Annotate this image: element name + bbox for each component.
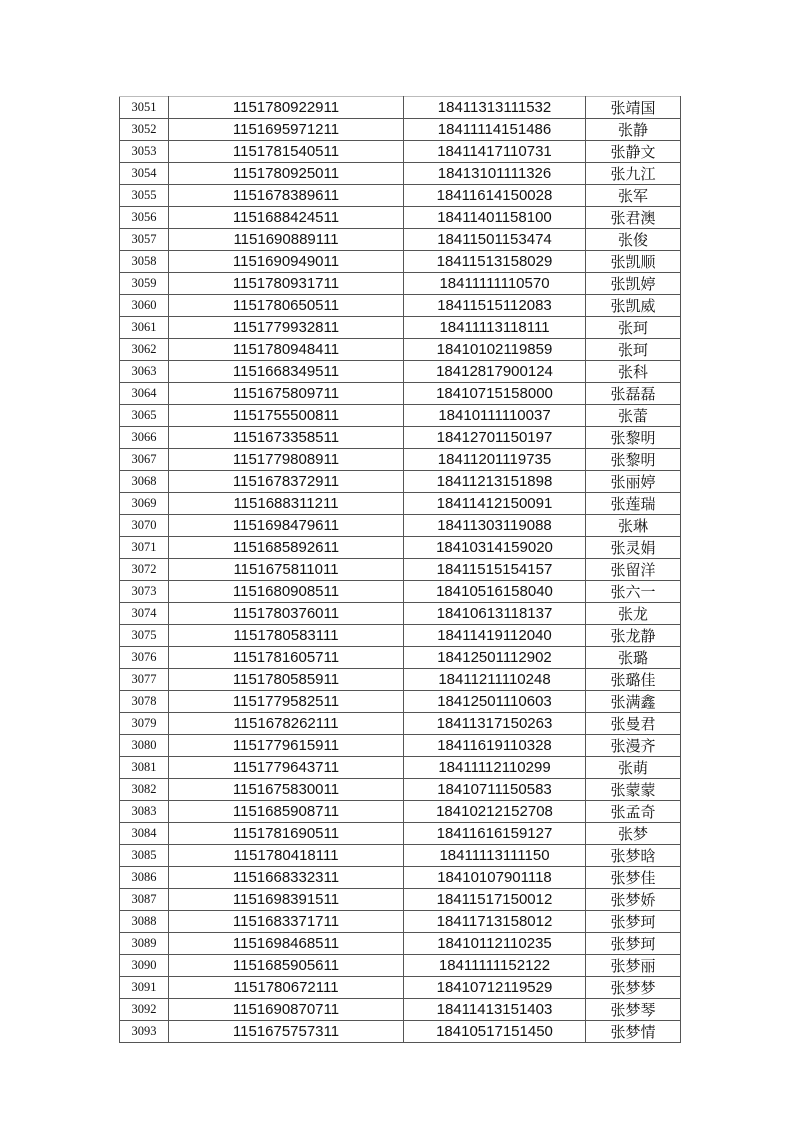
row-number-cell: 3085 xyxy=(120,845,169,867)
row-number-cell: 3061 xyxy=(120,317,169,339)
exam-number-cell: 18412501112902 xyxy=(404,647,586,669)
student-name-cell: 张黎明 xyxy=(586,427,681,449)
exam-number-cell: 18411113118111 xyxy=(404,317,586,339)
exam-number-cell: 18410613118137 xyxy=(404,603,586,625)
row-number-cell: 3053 xyxy=(120,141,169,163)
table-row xyxy=(120,933,681,955)
exam-number-cell: 18411317150263 xyxy=(404,713,586,735)
table-row xyxy=(120,229,681,251)
table-row xyxy=(120,713,681,735)
registration-id-cell: 1151685908711 xyxy=(169,801,404,823)
registration-id-cell: 1151780583111 xyxy=(169,625,404,647)
exam-number-cell: 18411417110731 xyxy=(404,141,586,163)
row-number-cell: 3078 xyxy=(120,691,169,713)
registration-id-cell: 1151781605711 xyxy=(169,647,404,669)
exam-number-cell: 18411111110570 xyxy=(404,273,586,295)
row-number-cell: 3090 xyxy=(120,955,169,977)
exam-number-cell: 18411616159127 xyxy=(404,823,586,845)
student-name-cell: 张梦 xyxy=(586,823,681,845)
row-number-cell: 3065 xyxy=(120,405,169,427)
table-row xyxy=(120,735,681,757)
exam-number-cell: 18411619110328 xyxy=(404,735,586,757)
row-number-cell: 3089 xyxy=(120,933,169,955)
table-row xyxy=(120,251,681,273)
row-number-cell: 3054 xyxy=(120,163,169,185)
row-number-cell: 3060 xyxy=(120,295,169,317)
registration-id-cell: 1151675809711 xyxy=(169,383,404,405)
row-number-cell: 3071 xyxy=(120,537,169,559)
row-number-cell: 3079 xyxy=(120,713,169,735)
table-row xyxy=(120,1021,681,1043)
student-name-cell: 张磊磊 xyxy=(586,383,681,405)
table-row xyxy=(120,823,681,845)
registration-id-cell: 1151780418111 xyxy=(169,845,404,867)
table-row xyxy=(120,845,681,867)
row-number-cell: 3091 xyxy=(120,977,169,999)
exam-number-cell: 18410711150583 xyxy=(404,779,586,801)
registration-id-cell: 1151688311211 xyxy=(169,493,404,515)
table-row xyxy=(120,97,681,119)
registration-id-cell: 1151781540511 xyxy=(169,141,404,163)
table-row xyxy=(120,867,681,889)
student-name-cell: 张萌 xyxy=(586,757,681,779)
row-number-cell: 3058 xyxy=(120,251,169,273)
table-row xyxy=(120,317,681,339)
student-name-cell: 张梦珂 xyxy=(586,933,681,955)
row-number-cell: 3070 xyxy=(120,515,169,537)
exam-number-cell: 18411501153474 xyxy=(404,229,586,251)
row-number-cell: 3067 xyxy=(120,449,169,471)
registration-id-cell: 1151678372911 xyxy=(169,471,404,493)
exam-number-cell: 18410107901118 xyxy=(404,867,586,889)
exam-number-cell: 18410517151450 xyxy=(404,1021,586,1043)
student-name-cell: 张靖国 xyxy=(586,97,681,119)
student-name-cell: 张梦晗 xyxy=(586,845,681,867)
exam-number-cell: 18411419112040 xyxy=(404,625,586,647)
student-name-cell: 张凯顺 xyxy=(586,251,681,273)
exam-number-cell: 18411112110299 xyxy=(404,757,586,779)
exam-number-cell: 18411515112083 xyxy=(404,295,586,317)
registration-id-cell: 1151780922911 xyxy=(169,97,404,119)
exam-number-cell: 18411515154157 xyxy=(404,559,586,581)
exam-number-cell: 18412701150197 xyxy=(404,427,586,449)
table-row xyxy=(120,889,681,911)
table-row xyxy=(120,427,681,449)
registration-id-cell: 1151675757311 xyxy=(169,1021,404,1043)
registration-id-cell: 1151685892611 xyxy=(169,537,404,559)
row-number-cell: 3062 xyxy=(120,339,169,361)
row-number-cell: 3076 xyxy=(120,647,169,669)
registration-id-cell: 1151780672111 xyxy=(169,977,404,999)
exam-number-cell: 18410712119529 xyxy=(404,977,586,999)
registration-id-cell: 1151780931711 xyxy=(169,273,404,295)
exam-number-cell: 18411113111150 xyxy=(404,845,586,867)
exam-number-cell: 18411114151486 xyxy=(404,119,586,141)
registration-id-cell: 1151683371711 xyxy=(169,911,404,933)
table-row xyxy=(120,537,681,559)
registration-id-cell: 1151779615911 xyxy=(169,735,404,757)
registration-id-cell: 1151668349511 xyxy=(169,361,404,383)
table-row xyxy=(120,449,681,471)
exam-number-cell: 18411211110248 xyxy=(404,669,586,691)
student-name-cell: 张孟奇 xyxy=(586,801,681,823)
registration-id-cell: 1151779808911 xyxy=(169,449,404,471)
student-name-cell: 张梦梦 xyxy=(586,977,681,999)
row-number-cell: 3056 xyxy=(120,207,169,229)
row-number-cell: 3068 xyxy=(120,471,169,493)
registration-id-cell: 1151779643711 xyxy=(169,757,404,779)
exam-number-cell: 18410102119859 xyxy=(404,339,586,361)
student-name-cell: 张曼君 xyxy=(586,713,681,735)
table-row xyxy=(120,493,681,515)
row-number-cell: 3051 xyxy=(120,97,169,119)
table-row xyxy=(120,471,681,493)
student-name-cell: 张梦佳 xyxy=(586,867,681,889)
student-name-cell: 张蕾 xyxy=(586,405,681,427)
student-name-cell: 张君澳 xyxy=(586,207,681,229)
student-name-cell: 张六一 xyxy=(586,581,681,603)
table-row xyxy=(120,515,681,537)
table-row xyxy=(120,603,681,625)
student-name-cell: 张凯威 xyxy=(586,295,681,317)
row-number-cell: 3086 xyxy=(120,867,169,889)
registration-id-cell: 1151675811011 xyxy=(169,559,404,581)
row-number-cell: 3066 xyxy=(120,427,169,449)
registration-id-cell: 1151688424511 xyxy=(169,207,404,229)
exam-number-cell: 18411713158012 xyxy=(404,911,586,933)
exam-number-cell: 18411513158029 xyxy=(404,251,586,273)
table-row xyxy=(120,273,681,295)
registration-id-cell: 1151690889111 xyxy=(169,229,404,251)
exam-number-cell: 18410715158000 xyxy=(404,383,586,405)
registration-id-cell: 1151698391511 xyxy=(169,889,404,911)
student-name-cell: 张梦琴 xyxy=(586,999,681,1021)
table-row xyxy=(120,757,681,779)
row-number-cell: 3081 xyxy=(120,757,169,779)
row-number-cell: 3075 xyxy=(120,625,169,647)
student-name-cell: 张梦娇 xyxy=(586,889,681,911)
row-number-cell: 3077 xyxy=(120,669,169,691)
student-name-cell: 张俊 xyxy=(586,229,681,251)
table-row xyxy=(120,647,681,669)
table-row xyxy=(120,141,681,163)
table-row xyxy=(120,581,681,603)
student-name-cell: 张凯婷 xyxy=(586,273,681,295)
exam-number-cell: 18411111152122 xyxy=(404,955,586,977)
registration-id-cell: 1151780925011 xyxy=(169,163,404,185)
exam-number-cell: 18411614150028 xyxy=(404,185,586,207)
registration-id-cell: 1151780376011 xyxy=(169,603,404,625)
roster-table xyxy=(119,96,681,1043)
registration-id-cell: 1151755500811 xyxy=(169,405,404,427)
registration-id-cell: 1151678262111 xyxy=(169,713,404,735)
row-number-cell: 3073 xyxy=(120,581,169,603)
row-number-cell: 3064 xyxy=(120,383,169,405)
table-row xyxy=(120,339,681,361)
table-row xyxy=(120,999,681,1021)
table-row xyxy=(120,559,681,581)
table-row xyxy=(120,669,681,691)
student-name-cell: 张灵娟 xyxy=(586,537,681,559)
table-row xyxy=(120,977,681,999)
row-number-cell: 3059 xyxy=(120,273,169,295)
exam-number-cell: 18410112110235 xyxy=(404,933,586,955)
student-name-cell: 张莲瑞 xyxy=(586,493,681,515)
registration-id-cell: 1151780650511 xyxy=(169,295,404,317)
row-number-cell: 3082 xyxy=(120,779,169,801)
student-name-cell: 张静文 xyxy=(586,141,681,163)
student-name-cell: 张梦珂 xyxy=(586,911,681,933)
student-name-cell: 张留洋 xyxy=(586,559,681,581)
student-name-cell: 张满鑫 xyxy=(586,691,681,713)
exam-number-cell: 18410314159020 xyxy=(404,537,586,559)
row-number-cell: 3084 xyxy=(120,823,169,845)
registration-id-cell: 1151690949011 xyxy=(169,251,404,273)
registration-id-cell: 1151690870711 xyxy=(169,999,404,1021)
student-name-cell: 张龙 xyxy=(586,603,681,625)
exam-number-cell: 18411313111532 xyxy=(404,97,586,119)
exam-number-cell: 18411412150091 xyxy=(404,493,586,515)
student-name-cell: 张璐 xyxy=(586,647,681,669)
registration-id-cell: 1151780948411 xyxy=(169,339,404,361)
row-number-cell: 3087 xyxy=(120,889,169,911)
row-number-cell: 3063 xyxy=(120,361,169,383)
student-name-cell: 张琳 xyxy=(586,515,681,537)
exam-number-cell: 18412501110603 xyxy=(404,691,586,713)
table-row xyxy=(120,911,681,933)
table-row xyxy=(120,801,681,823)
exam-number-cell: 18411401158100 xyxy=(404,207,586,229)
registration-id-cell: 1151780585911 xyxy=(169,669,404,691)
table-row xyxy=(120,955,681,977)
row-number-cell: 3093 xyxy=(120,1021,169,1043)
table-row xyxy=(120,691,681,713)
exam-number-cell: 18410111110037 xyxy=(404,405,586,427)
row-number-cell: 3072 xyxy=(120,559,169,581)
student-name-cell: 张梦情 xyxy=(586,1021,681,1043)
row-number-cell: 3069 xyxy=(120,493,169,515)
table-row xyxy=(120,779,681,801)
registration-id-cell: 1151685905611 xyxy=(169,955,404,977)
row-number-cell: 3088 xyxy=(120,911,169,933)
row-number-cell: 3092 xyxy=(120,999,169,1021)
registration-id-cell: 1151698468511 xyxy=(169,933,404,955)
exam-number-cell: 18410212152708 xyxy=(404,801,586,823)
exam-number-cell: 18410516158040 xyxy=(404,581,586,603)
row-number-cell: 3052 xyxy=(120,119,169,141)
row-number-cell: 3080 xyxy=(120,735,169,757)
exam-number-cell: 18411413151403 xyxy=(404,999,586,1021)
student-name-cell: 张蒙蒙 xyxy=(586,779,681,801)
row-number-cell: 3057 xyxy=(120,229,169,251)
student-name-cell: 张静 xyxy=(586,119,681,141)
student-name-cell: 张丽婷 xyxy=(586,471,681,493)
student-name-cell: 张珂 xyxy=(586,339,681,361)
registration-id-cell: 1151675830011 xyxy=(169,779,404,801)
student-name-cell: 张九江 xyxy=(586,163,681,185)
table-row xyxy=(120,383,681,405)
table-row xyxy=(120,185,681,207)
student-name-cell: 张龙静 xyxy=(586,625,681,647)
table-row xyxy=(120,361,681,383)
row-number-cell: 3074 xyxy=(120,603,169,625)
exam-number-cell: 18413101111326 xyxy=(404,163,586,185)
student-name-cell: 张科 xyxy=(586,361,681,383)
exam-number-cell: 18412817900124 xyxy=(404,361,586,383)
table-row xyxy=(120,405,681,427)
student-name-cell: 张珂 xyxy=(586,317,681,339)
registration-id-cell: 1151698479611 xyxy=(169,515,404,537)
registration-id-cell: 1151673358511 xyxy=(169,427,404,449)
registration-id-cell: 1151680908511 xyxy=(169,581,404,603)
row-number-cell: 3055 xyxy=(120,185,169,207)
exam-number-cell: 18411213151898 xyxy=(404,471,586,493)
table-row xyxy=(120,119,681,141)
table-row xyxy=(120,625,681,647)
exam-number-cell: 18411303119088 xyxy=(404,515,586,537)
table-row xyxy=(120,207,681,229)
registration-id-cell: 1151695971211 xyxy=(169,119,404,141)
table-row xyxy=(120,295,681,317)
exam-number-cell: 18411517150012 xyxy=(404,889,586,911)
registration-id-cell: 1151668332311 xyxy=(169,867,404,889)
exam-number-cell: 18411201119735 xyxy=(404,449,586,471)
registration-id-cell: 1151678389611 xyxy=(169,185,404,207)
registration-id-cell: 1151779582511 xyxy=(169,691,404,713)
student-name-cell: 张漫齐 xyxy=(586,735,681,757)
student-name-cell: 张军 xyxy=(586,185,681,207)
registration-id-cell: 1151781690511 xyxy=(169,823,404,845)
student-name-cell: 张璐佳 xyxy=(586,669,681,691)
registration-id-cell: 1151779932811 xyxy=(169,317,404,339)
student-name-cell: 张黎明 xyxy=(586,449,681,471)
row-number-cell: 3083 xyxy=(120,801,169,823)
student-name-cell: 张梦丽 xyxy=(586,955,681,977)
table-row xyxy=(120,163,681,185)
